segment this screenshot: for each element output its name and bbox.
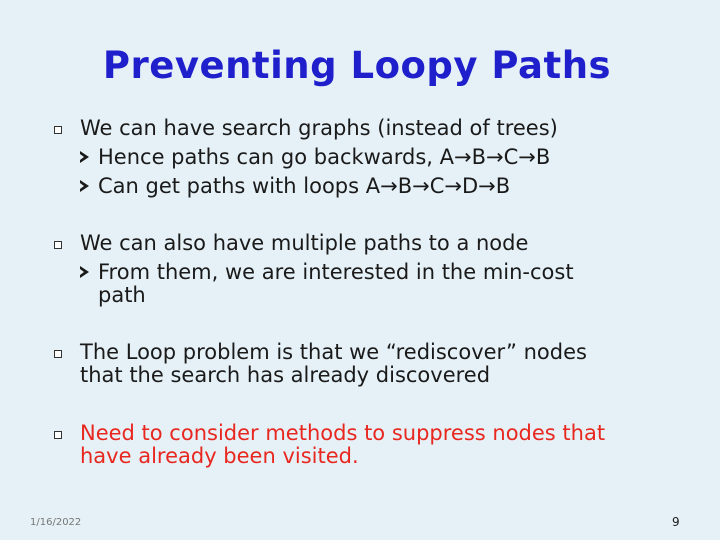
arrow-bullet-icon xyxy=(80,151,89,163)
bullet-text: We can also have multiple paths to a node xyxy=(80,231,529,255)
sub-bullet-text: Hence paths can go backwards, A→B→C→B xyxy=(98,145,551,169)
page-number: 9 xyxy=(672,515,680,529)
arrow-bullet-icon xyxy=(80,180,89,192)
page-title: Preventing Loopy Paths xyxy=(102,44,612,87)
square-bullet-icon xyxy=(54,126,62,134)
sub-bullet-text: Can get paths with loops A→B→C→D→B xyxy=(98,174,511,198)
sub-bullet-text: From them, we are interested in the min-cost path xyxy=(98,260,574,307)
square-bullet-icon xyxy=(54,241,62,249)
square-bullet-icon xyxy=(54,431,62,439)
bullet-text-highlight: Need to consider methods to suppress nodes that have already been visited. xyxy=(80,421,606,468)
square-bullet-icon xyxy=(54,350,62,358)
arrow-bullet-icon xyxy=(80,266,89,278)
bullet-text: We can have search graphs (instead of trees) xyxy=(80,116,558,140)
bullet-text: The Loop problem is that we “rediscover” nodes that the search has already discovered xyxy=(80,340,587,387)
footer-date: 1/16/2022 xyxy=(30,517,82,528)
